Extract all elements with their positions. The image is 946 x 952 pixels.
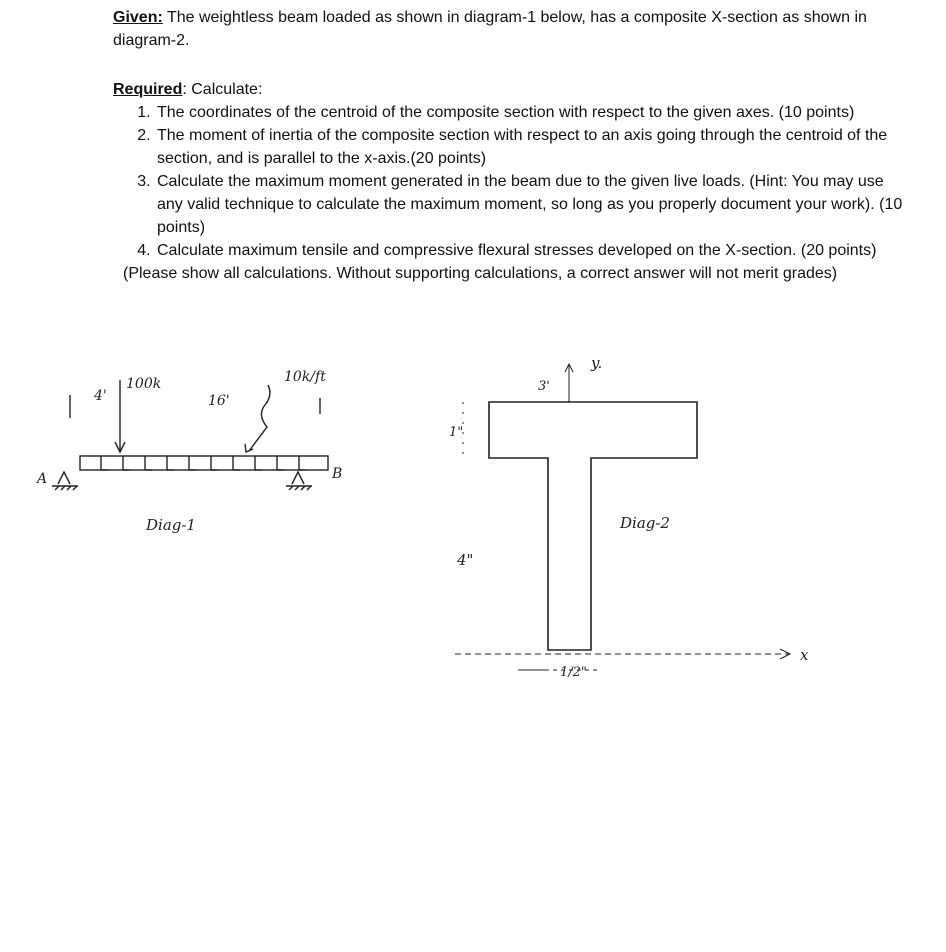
beam-labels: [35, 369, 342, 534]
list-item: 1. The coordinates of the centroid of the composite section with respect to the given axes. (10 points): [155, 101, 913, 124]
calculation-note: (Please show all calculations. Without supporting calculations, a correct answer will not merit grades): [123, 265, 838, 282]
web-thickness-label: 1/2": [560, 665, 587, 680]
support-b: [292, 472, 304, 484]
given-text: The weightless beam loaded as shown in diagram-1 below, has a composite X-section as shown in diagram-2.: [113, 9, 867, 49]
dist-load-label: 10k/ft: [284, 369, 326, 385]
support-a: [58, 472, 70, 484]
diag1-caption: Diag-1: [146, 516, 196, 534]
list-item: 3. Calculate the maximum moment generated in the beam due to the given live loads. (Hint: You may use any valid technique to calculate the maximum moment, so long as you properly document your work). (10 points): [155, 170, 913, 239]
web-height-label: 4": [457, 551, 474, 569]
x-axis-label: x: [800, 646, 809, 664]
distributed-load-ticks: [101, 456, 306, 470]
y-axis-label: y.: [591, 354, 603, 372]
t-section-labels: [449, 354, 809, 680]
required-label: Required: [113, 81, 183, 98]
flange-width-label: 3': [538, 379, 550, 394]
support-b-label: B: [332, 466, 343, 482]
beam: [80, 456, 328, 470]
support-a-label: A: [37, 471, 48, 487]
dim-left-label: 4': [94, 388, 107, 404]
span-label: 16': [208, 393, 230, 409]
point-load-label: 100k: [126, 376, 162, 392]
required-suffix: : Calculate:: [182, 81, 263, 98]
list-item: 4. Calculate maximum tensile and compressive flexural stresses developed on the X-section. (20 points): [155, 239, 913, 262]
load-leader: [249, 385, 270, 451]
diag2-caption: Diag-2: [620, 514, 670, 532]
flange-thickness-label: 1": [449, 425, 464, 440]
list-item: 2. The moment of inertia of the composite section with respect to an axis going through the centroid of the section, and is parallel to the x-axis.(20 points): [155, 124, 913, 170]
given-label: Given:: [113, 9, 163, 26]
